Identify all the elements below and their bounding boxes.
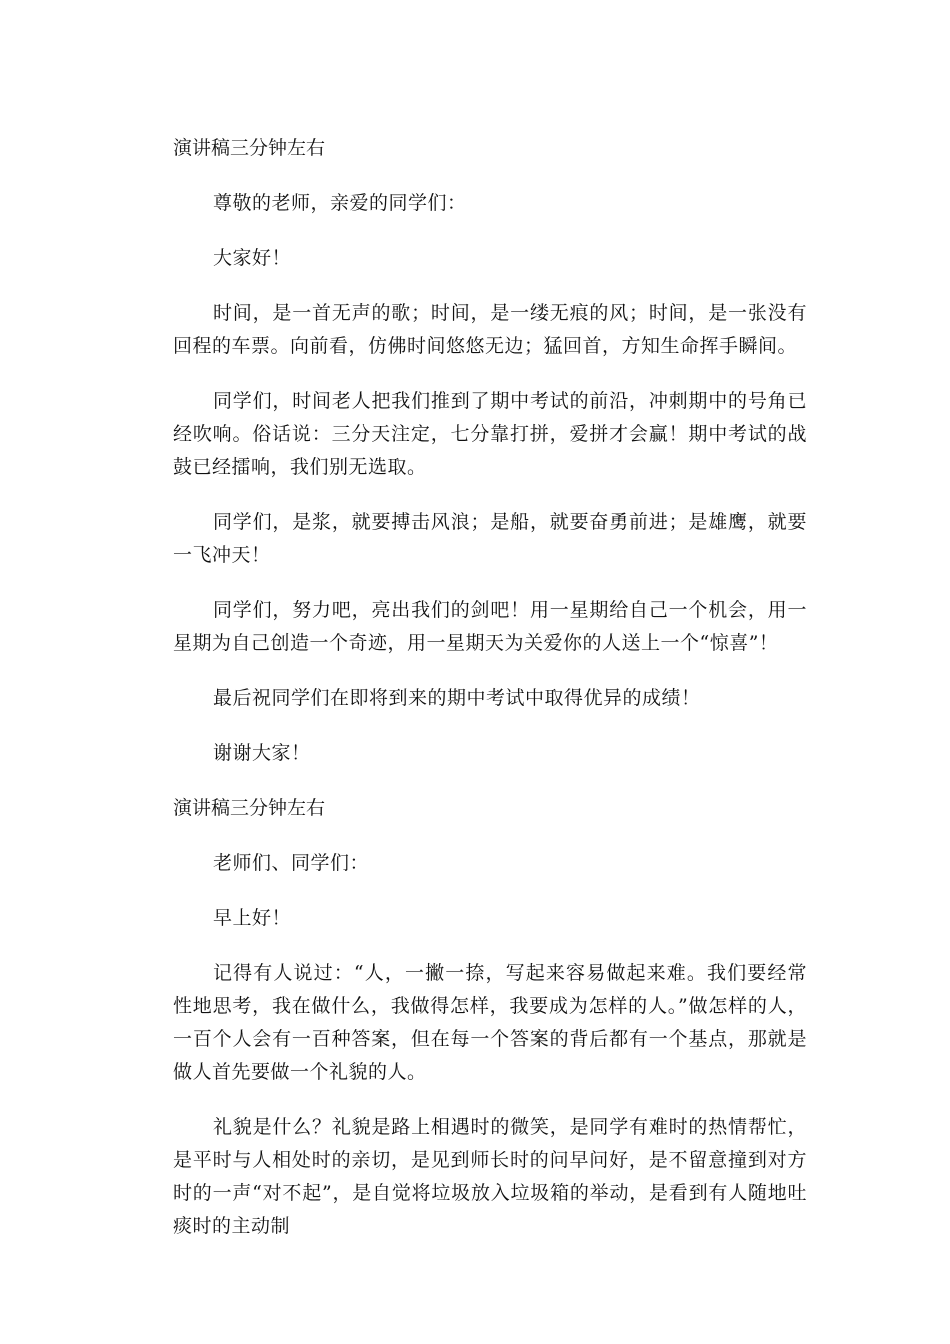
speech-1-paragraph: 时间，是一首无声的歌；时间，是一缕无痕的风；时间，是一张没有回程的车票。向前看，仿佛时间悠悠无边；猛回首，方知生命挥手瞬间。 [173,302,807,357]
speech-1-paragraph: 同学们，是浆，就要搏击风浪；是船，就要奋勇前进；是雄鹰，就要一飞冲天！ [173,511,807,566]
speech-1-closing-wish: 最后祝同学们在即将到来的期中考试中取得优异的成绩！ [213,687,701,709]
speech-1-thanks: 谢谢大家！ [213,742,311,764]
document-body [173,132,807,1265]
speech-2-paragraph: 礼貌是什么？礼貌是路上相遇时的微笑，是同学有难时的热情帮忙，是平时与人相处时的亲切，是见到师长时的问早问好，是不留意撞到对方时的一声“对不起”，是自觉将垃圾放入垃圾箱的举动，是看到有人随地吐痰时的主动制 [173,1116,807,1237]
speech-2-salutation: 早上好！ [213,907,292,929]
speech-2-paragraph: 记得有人说过：“人，一撇一捺，写起来容易做起来难。我们要经常性地思考，我在做什么，我做得怎样，我要成为怎样的人。”做怎样的人，一百个人会有一百种答案，但在每一个答案的背后都有一个基点，那就是做人首先要做一个礼貌的人。 [173,962,807,1083]
speech-2-title: 演讲稿三分钟左右 [173,797,326,819]
speech-1-paragraph: 同学们，时间老人把我们推到了期中考试的前沿，冲刺期中的号角已经吹响。俗话说：三分天注定，七分靠打拼，爱拼才会赢！期中考试的战鼓已经擂响，我们别无选取。 [173,390,807,478]
speech-1-salutation: 大家好！ [213,247,292,269]
speech-1-title: 演讲稿三分钟左右 [173,137,326,159]
speech-1-greeting: 尊敬的老师，亲爱的同学们： [213,192,467,214]
speech-2-greeting: 老师们、同学们： [213,852,370,874]
speech-1-paragraph: 同学们，努力吧，亮出我们的剑吧！用一星期给自己一个机会，用一星期为自己创造一个奇迹，用一星期天为关爱你的人送上一个“惊喜”！ [173,599,807,654]
